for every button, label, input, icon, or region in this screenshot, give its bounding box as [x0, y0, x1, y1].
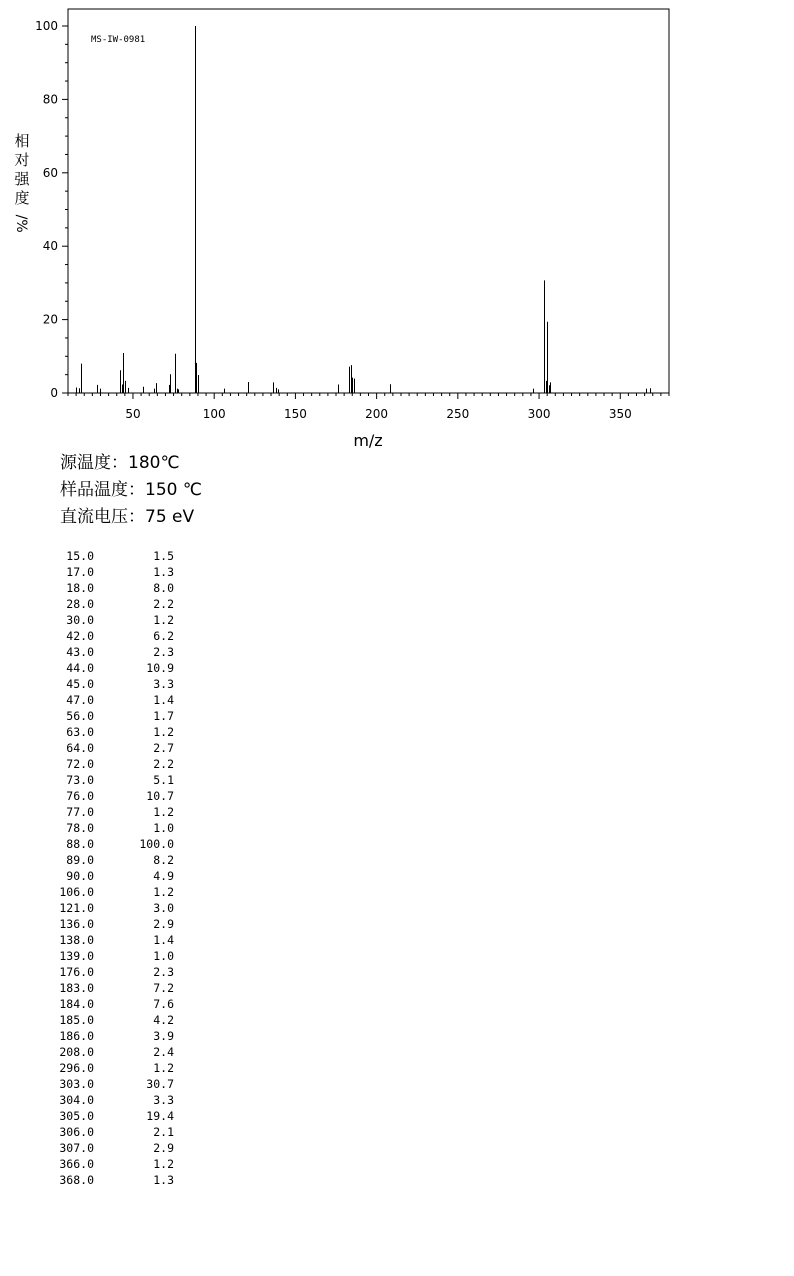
mz-value: 89.0 — [66, 853, 94, 867]
mz-value: 121.0 — [59, 901, 94, 915]
peak-table-row — [40, 692, 174, 708]
abundance-value: 1.2 — [153, 1061, 174, 1075]
abundance-value: 1.5 — [153, 549, 174, 563]
abundance-value: 4.9 — [153, 869, 174, 883]
peak-table-row — [40, 660, 174, 676]
x-axis — [68, 393, 669, 421]
y-tick-label: 0 — [50, 386, 58, 400]
spectrum-id-label: MS-IW-0981 — [91, 35, 146, 45]
peak-table-row — [40, 644, 174, 660]
peak-table-row — [40, 916, 174, 932]
y-axis-label-char: % — [13, 219, 29, 233]
abundance-value: 19.4 — [146, 1109, 174, 1123]
y-tick-label: 20 — [42, 312, 58, 327]
x-tick-label: 350 — [608, 407, 632, 421]
mz-value: 17.0 — [66, 565, 94, 579]
abundance-value: 2.1 — [153, 1125, 174, 1139]
source-temperature: 源温度：180℃ — [60, 453, 180, 473]
mz-value: 138.0 — [59, 933, 94, 947]
abundance-value: 5.1 — [153, 773, 174, 787]
peak-table-row — [40, 628, 174, 644]
abundance-value: 1.3 — [153, 1173, 174, 1187]
y-axis-label-char: 强 — [14, 170, 30, 188]
x-tick-label: 300 — [527, 407, 551, 421]
spectrum-peaks — [77, 26, 651, 393]
peak-table — [40, 548, 174, 1188]
y-axis-label-char: 度 — [14, 189, 30, 207]
peak-table-row — [40, 564, 174, 580]
abundance-value: 7.2 — [153, 981, 174, 995]
plot-frame — [68, 9, 669, 393]
peak-table-row — [40, 708, 174, 724]
mz-value: 368.0 — [59, 1173, 94, 1187]
y-tick-label: 80 — [42, 92, 58, 107]
mz-value: 208.0 — [59, 1045, 94, 1059]
abundance-value: 10.7 — [146, 789, 174, 803]
peak-table-row — [40, 980, 174, 996]
peak-table-row — [40, 612, 174, 628]
x-tick-label: 100 — [202, 407, 226, 421]
abundance-value: 1.3 — [153, 565, 174, 579]
peak-table-row — [40, 676, 174, 692]
peak-table-row — [40, 884, 174, 900]
peak-table-row — [40, 1140, 174, 1156]
abundance-value: 2.9 — [153, 1141, 174, 1155]
abundance-value: 1.2 — [153, 613, 174, 627]
mz-value: 185.0 — [59, 1013, 94, 1027]
abundance-value: 1.4 — [153, 693, 174, 707]
mz-value: 78.0 — [66, 821, 94, 835]
mz-value: 30.0 — [66, 613, 94, 627]
abundance-value: 2.2 — [153, 757, 174, 771]
mass-spectrum-chart — [0, 0, 794, 450]
y-tick-label: 100 — [35, 19, 58, 33]
abundance-value: 2.3 — [153, 965, 174, 979]
x-tick-label: 200 — [365, 407, 389, 421]
abundance-value: 10.9 — [146, 661, 174, 675]
abundance-value: 1.2 — [153, 885, 174, 899]
abundance-value: 1.2 — [153, 1157, 174, 1171]
abundance-value: 1.0 — [153, 821, 174, 835]
peak-table-row — [40, 724, 174, 740]
abundance-value: 2.4 — [153, 1045, 174, 1059]
mz-value: 63.0 — [66, 725, 94, 739]
peak-table-row — [40, 852, 174, 868]
peak-table-row — [40, 1172, 174, 1188]
y-axis — [35, 19, 68, 400]
abundance-value: 1.2 — [153, 725, 174, 739]
x-axis-label: m/z — [353, 431, 383, 450]
abundance-value: 8.2 — [153, 853, 174, 867]
peak-table-row — [40, 1028, 174, 1044]
mz-value: 56.0 — [66, 709, 94, 723]
mz-value: 305.0 — [59, 1109, 94, 1123]
peak-table-row — [40, 836, 174, 852]
peak-table-row — [40, 996, 174, 1012]
mz-value: 306.0 — [59, 1125, 94, 1139]
peak-table-row — [40, 804, 174, 820]
peak-table-row — [40, 868, 174, 884]
mz-value: 44.0 — [66, 661, 94, 675]
peak-table-row — [40, 948, 174, 964]
peak-table-row — [40, 820, 174, 836]
mz-value: 72.0 — [66, 757, 94, 771]
peak-table-row — [40, 756, 174, 772]
peak-table-row — [40, 1108, 174, 1124]
dc-voltage: 直流电压：75 eV — [60, 507, 195, 527]
abundance-value: 2.2 — [153, 597, 174, 611]
y-axis-label-char: 相 — [14, 132, 30, 150]
mz-value: 176.0 — [59, 965, 94, 979]
abundance-value: 1.7 — [153, 709, 174, 723]
abundance-value: 8.0 — [153, 581, 174, 595]
instrument-conditions — [60, 450, 202, 531]
mz-value: 136.0 — [59, 917, 94, 931]
mz-value: 303.0 — [59, 1077, 94, 1091]
mz-value: 76.0 — [66, 789, 94, 803]
mz-value: 139.0 — [59, 949, 94, 963]
mz-value: 77.0 — [66, 805, 94, 819]
abundance-value: 2.7 — [153, 741, 174, 755]
abundance-value: 2.9 — [153, 917, 174, 931]
mz-value: 366.0 — [59, 1157, 94, 1171]
y-tick-label: 60 — [42, 165, 58, 180]
mz-value: 296.0 — [59, 1061, 94, 1075]
peak-table-row — [40, 1044, 174, 1060]
abundance-value: 1.0 — [153, 949, 174, 963]
peak-table-row — [40, 772, 174, 788]
abundance-value: 3.9 — [153, 1029, 174, 1043]
mz-value: 18.0 — [66, 581, 94, 595]
peak-table-row — [40, 788, 174, 804]
mz-value: 42.0 — [66, 629, 94, 643]
mz-value: 28.0 — [66, 597, 94, 611]
y-axis-label-char: / — [13, 214, 29, 220]
peak-table-row — [40, 740, 174, 756]
abundance-value: 1.4 — [153, 933, 174, 947]
abundance-value: 3.3 — [153, 677, 174, 691]
peak-table-row — [40, 964, 174, 980]
mz-value: 15.0 — [66, 549, 94, 563]
x-tick-label: 150 — [283, 407, 307, 421]
abundance-value: 7.6 — [153, 997, 174, 1011]
mz-value: 186.0 — [59, 1029, 94, 1043]
mz-value: 183.0 — [59, 981, 94, 995]
y-axis-label-char: 对 — [14, 151, 30, 169]
peak-table-row — [40, 1156, 174, 1172]
abundance-value: 3.3 — [153, 1093, 174, 1107]
mz-value: 307.0 — [59, 1141, 94, 1155]
peak-table-row — [40, 900, 174, 916]
sample-temperature: 样品温度：150 ℃ — [60, 480, 202, 500]
abundance-value: 1.2 — [153, 805, 174, 819]
y-axis-label — [13, 132, 30, 233]
peak-table-row — [40, 932, 174, 948]
peak-table-row — [40, 1076, 174, 1092]
x-tick-label: 250 — [446, 407, 470, 421]
mz-value: 106.0 — [59, 885, 94, 899]
mz-value: 45.0 — [66, 677, 94, 691]
mz-value: 304.0 — [59, 1093, 94, 1107]
peak-table-row — [40, 1060, 174, 1076]
abundance-value: 30.7 — [146, 1077, 174, 1091]
abundance-value: 3.0 — [153, 901, 174, 915]
peak-table-row — [40, 596, 174, 612]
mz-value: 47.0 — [66, 693, 94, 707]
mz-value: 43.0 — [66, 645, 94, 659]
peak-table-row — [40, 580, 174, 596]
peak-table-row — [40, 1092, 174, 1108]
y-tick-label: 40 — [42, 239, 58, 254]
mz-value: 90.0 — [66, 869, 94, 883]
abundance-value: 4.2 — [153, 1013, 174, 1027]
mz-value: 184.0 — [59, 997, 94, 1011]
abundance-value: 100.0 — [139, 837, 174, 851]
peak-table-row — [40, 1012, 174, 1028]
peak-table-row — [40, 548, 174, 564]
x-tick-label: 50 — [125, 407, 141, 421]
mz-value: 73.0 — [66, 773, 94, 787]
peak-table-row — [40, 1124, 174, 1140]
mz-value: 88.0 — [66, 837, 94, 851]
abundance-value: 2.3 — [153, 645, 174, 659]
mz-value: 64.0 — [66, 741, 94, 755]
abundance-value: 6.2 — [153, 629, 174, 643]
